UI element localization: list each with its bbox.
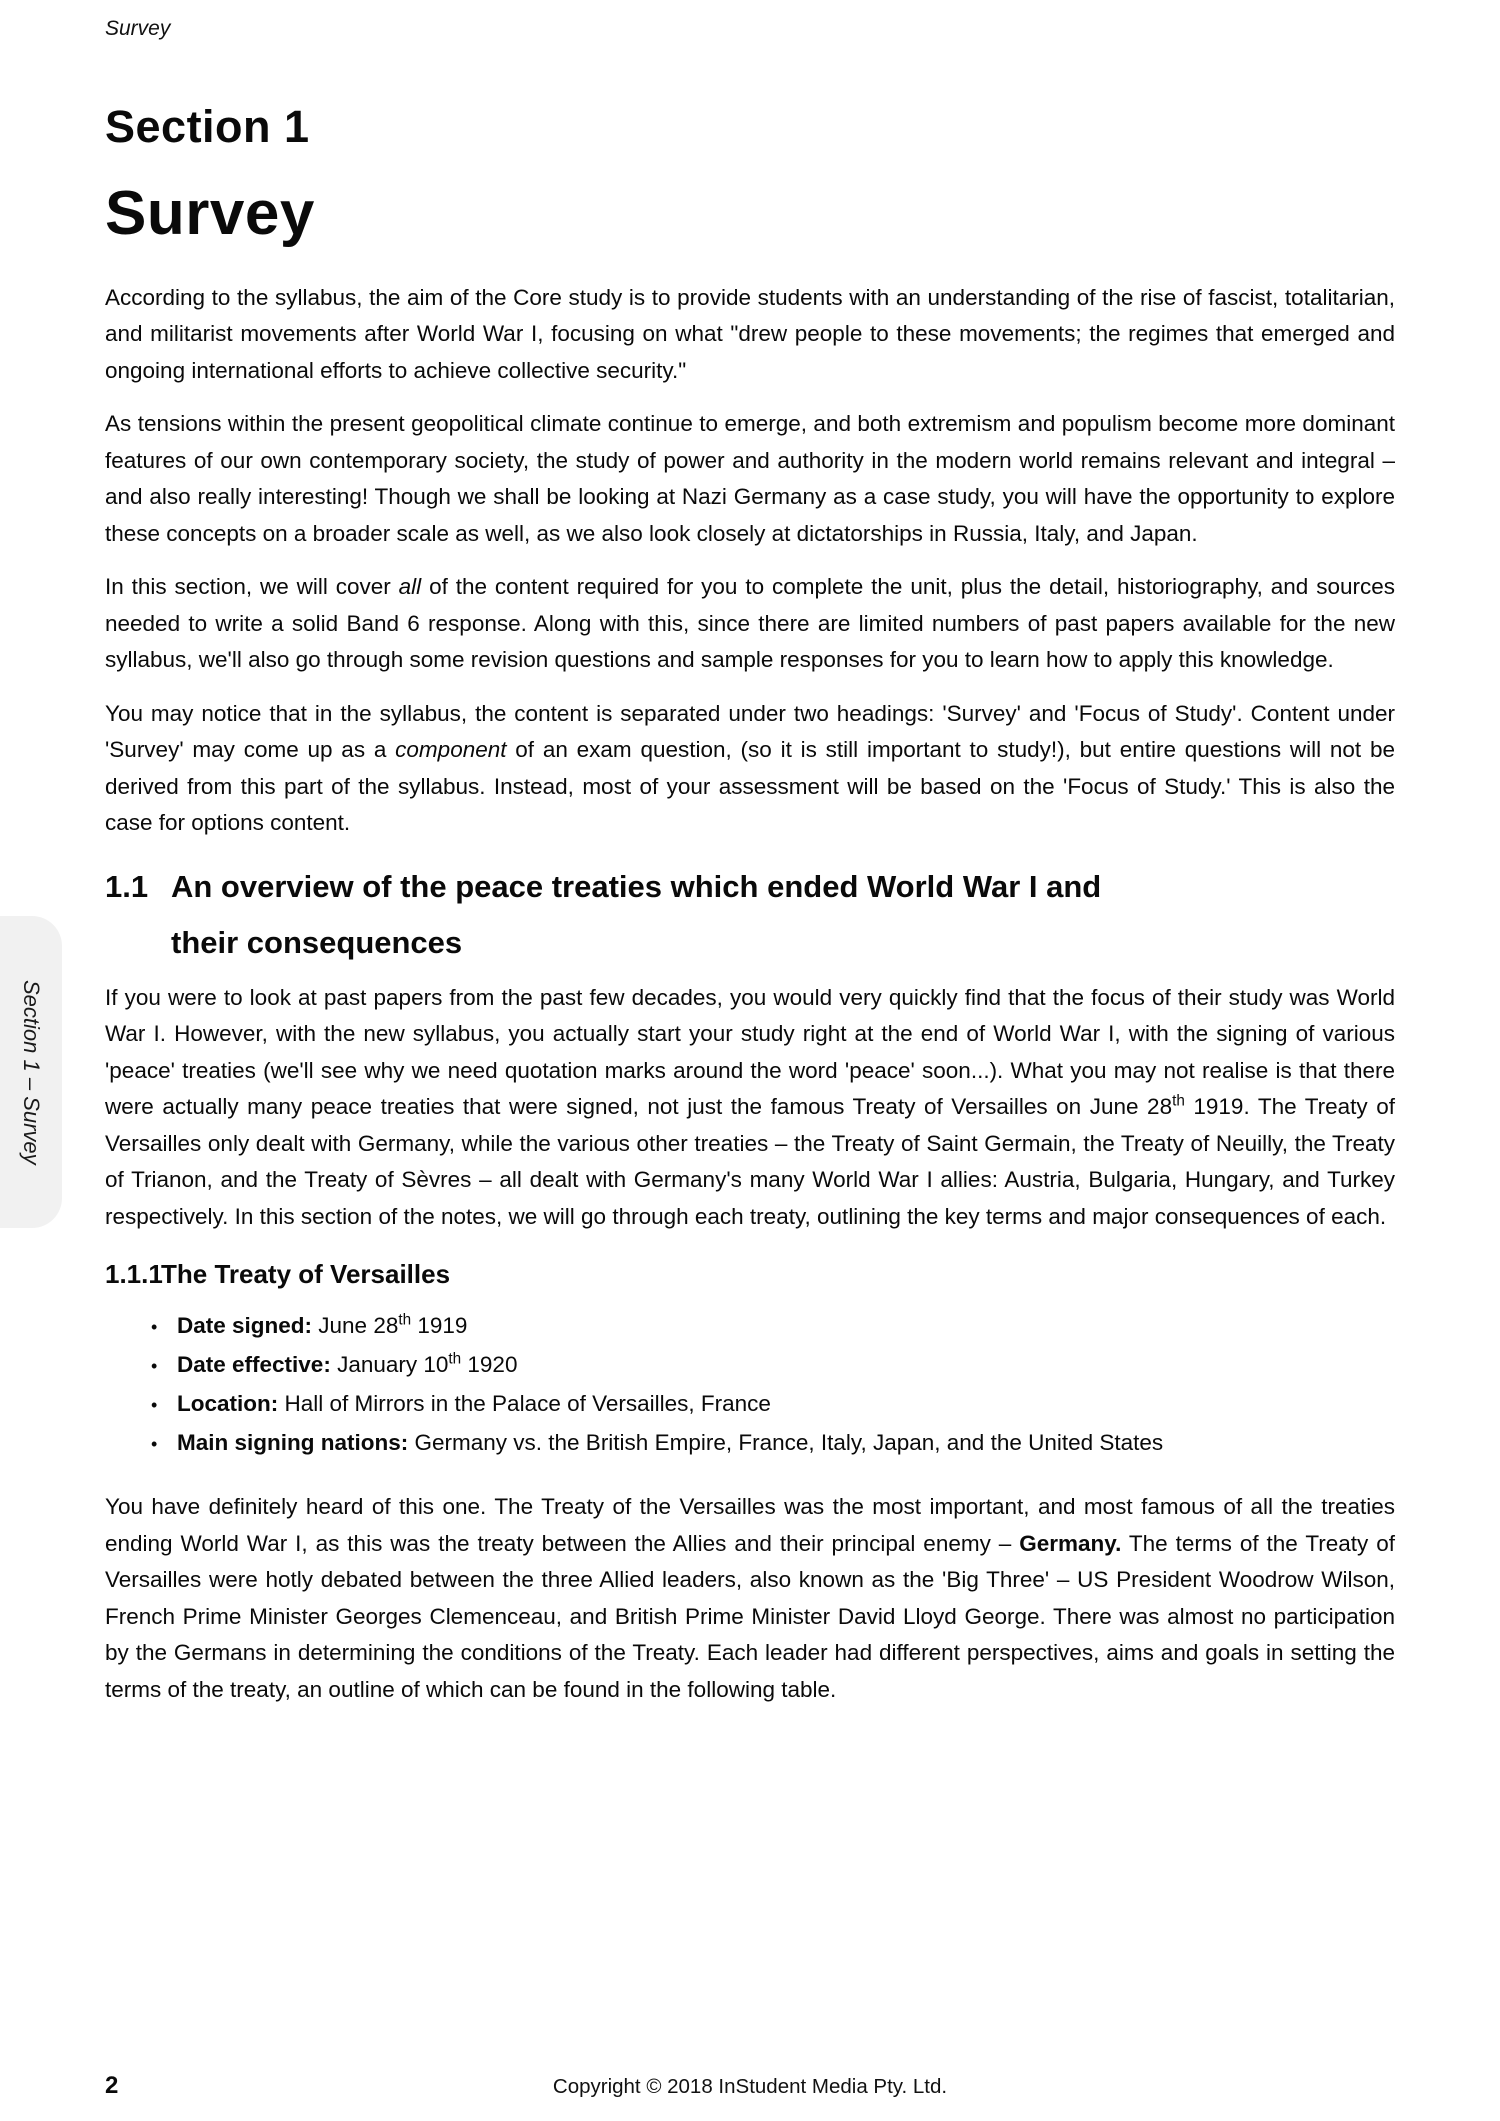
running-header: Survey [105, 17, 171, 40]
section-1-1-heading [105, 859, 1395, 971]
page-number: 2 [105, 2072, 119, 2099]
fact-content [177, 1385, 771, 1423]
section-1-1-1-title: The Treaty of Versailles [161, 1259, 451, 1290]
fact-value: Germany vs. the British Empire, France, Italy, Japan, and the United States [408, 1430, 1164, 1456]
intro-paragraph-4: You may notice that in the syllabus, the content is separated under two headings: 'Survey' and 'Focus of Study'. Content under 'Survey' may come up as a component of an exam question, (so it is still important to study!), but entire questions will not be derived from this part of the syllabus. Instead, most of your assessment will be based on the 'Focus of Study.' This is also the case for options content. [105, 700, 1395, 836]
section-1-1-paragraph: If you were to look at past papers from the past few decades, you would very quickly find that the focus of their study was World War I. However, with the new syllabus, you actually start your study right at the end of World War I, with the signing of various 'peace' treaties (we'll see why we need quotation marks around the word 'peace' soon...). What you may not realise is that there were actually many peace treaties that were signed, not just the famous Treaty of Versailles on June 28th 1919. The Treaty of Versailles only dealt with Germany, while the various other treaties – the Treaty of Saint Germain, the Treaty of Neuilly, the Treaty of Trianon, and the Treaty of Sèvres – all dealt with Germany's many World War I allies: Austria, Bulgaria, Hungary, and Turkey respectively. In this section of the notes, we will go through each treaty, outlining the key terms and major consequences of each. [105, 984, 1395, 1229]
sidebar-tab-label: Section 1 – Survey [19, 979, 44, 1165]
treaty-overview-paragraph: You have definitely heard of this one. The Treaty of the Versailles was the most important, and most famous of all the treaties ending World War I, as this was the treaty between the Allies and their principal enemy – Germany. The terms of the Treaty of Versailles were hotly debated between the three Allied leaders, also known as the 'Big Three' – US President Woodrow Wilson, French Prime Minister Georges Clemenceau, and British Prime Minister David Lloyd George. There was almost no participation by the Germans in determining the conditions of the Treaty. Each leader had different perspectives, aims and goals in setting the terms of the treaty, an outline of which can be found in the following table. [105, 1494, 1395, 1702]
section-label: Section 1 [105, 101, 310, 152]
intro-paragraph-1: According to the syllabus, the aim of the Core study is to provide students with an understanding of the rise of fascist, totalitarian, and militarist movements after World War I, focusing on what "drew people to these movements; the regimes that emerged and ongoing international efforts to achieve collective security." [105, 284, 1395, 383]
bullet-icon: • [151, 1317, 158, 1338]
section-1-1-title [171, 859, 1395, 971]
sidebar-tab-section-1 [0, 916, 62, 1228]
bullet-icon: • [151, 1395, 158, 1416]
section-1-1-title-line-1: An overview of the peace treaties which ended World War I and [171, 868, 1102, 904]
intro-paragraph-2: As tensions within the present geopolitical climate continue to emerge, and both extremism and populism become more dominant features of our own contemporary society, the study of power and authority in the modern world remains relevant and integral – and also really interesting! Though we shall be looking at Nazi Germany as a case study, you will have the opportunity to explore these concepts on a broader scale as well, as we also look closely at dictatorships in Russia, Italy, and Japan. [105, 411, 1395, 546]
fact-label: Date effective: [177, 1352, 331, 1378]
fact-value: June 28th 1919 [312, 1311, 468, 1339]
fact-value: Hall of Mirrors in the Palace of Versailles, France [278, 1391, 771, 1417]
fact-label: Date signed: [177, 1313, 313, 1339]
treaty-facts-list [105, 1307, 1395, 1463]
page-title: Survey [105, 178, 315, 248]
fact-location [151, 1385, 1395, 1424]
fact-main-signing-nations [151, 1424, 1395, 1463]
fact-content [177, 1307, 467, 1345]
fact-value: January 10th 1920 [330, 1350, 518, 1378]
section-1-1-1-heading [105, 1257, 1395, 1291]
intro-paragraph-3: In this section, we will cover all of the content required for you to complete the unit, plus the detail, historiography, and sources needed to write a solid Band 6 response. Along with this, since there are limited numbers of past papers available for the new syllabus, we'll also go through some revision questions and sample responses for you to learn how to apply this knowledge. [105, 574, 1395, 673]
bullet-icon: • [151, 1434, 158, 1455]
page-footer [0, 2072, 1500, 2106]
fact-date-effective [151, 1346, 1395, 1385]
section-1-1-number: 1.1 [105, 868, 149, 904]
section-1-1-title-line-2: their consequences [171, 924, 463, 960]
fact-label: Location: [177, 1391, 279, 1417]
fact-content [177, 1346, 517, 1384]
fact-content [177, 1424, 1163, 1462]
copyright-text: Copyright © 2018 InStudent Media Pty. Ltd. [552, 2075, 948, 2098]
bullet-icon: • [151, 1356, 158, 1377]
section-1-1-1-number: 1.1.1 [105, 1259, 163, 1290]
fact-date-signed [151, 1307, 1395, 1346]
fact-label: Main signing nations: [177, 1430, 409, 1456]
